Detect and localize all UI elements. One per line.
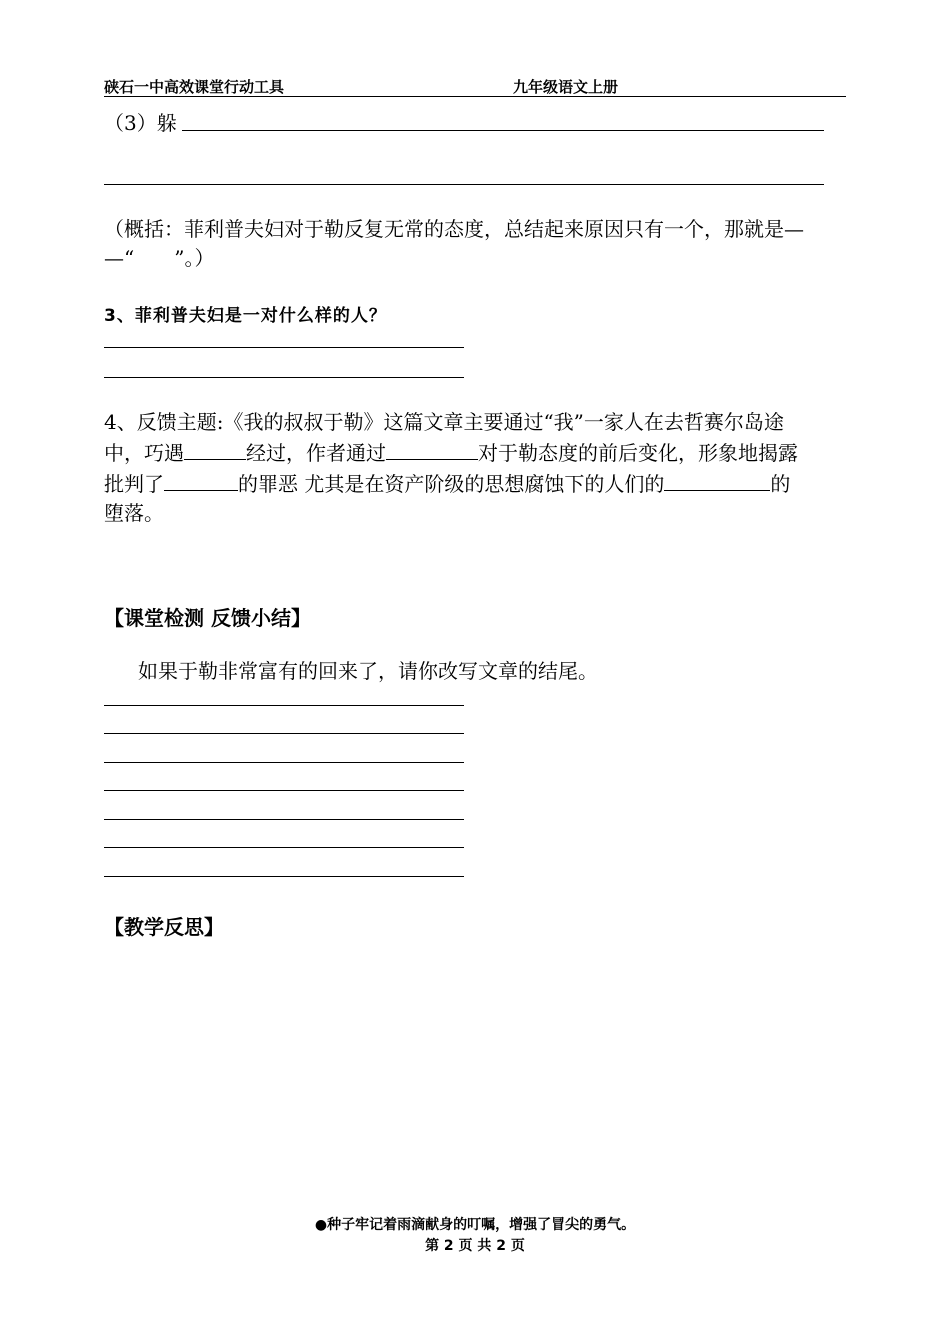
question-4-line-4: 堕落。 bbox=[104, 501, 164, 525]
footer-motto: ●种子牢记着雨滴献身的叮嘱，增强了冒尖的勇气。 bbox=[314, 1217, 636, 1233]
fill-blank-degeneration[interactable] bbox=[664, 468, 770, 491]
footer-page-number: 第 2 页 共 2 页 bbox=[425, 1238, 525, 1254]
header-divider bbox=[104, 96, 846, 97]
answer-line-item-3[interactable] bbox=[182, 130, 824, 131]
answer-line-rewrite-2[interactable] bbox=[104, 733, 464, 734]
question-3: 3、菲利普夫妇是一对什么样的人？ bbox=[104, 306, 387, 326]
header-school-title: 硖石一中高效课堂行动工具 bbox=[104, 78, 285, 96]
answer-line-rewrite-7[interactable] bbox=[104, 876, 464, 877]
section-classroom-check-title: 【课堂检测 反馈小结】 bbox=[104, 606, 311, 630]
answer-line-rewrite-6[interactable] bbox=[104, 847, 464, 848]
header-course-title: 九年级语文上册 bbox=[513, 78, 619, 96]
question-4 bbox=[104, 408, 854, 528]
summary-line-1: （概括：菲利普夫妇对于勒反复无常的态度，总结起来原因只有一个，那就是— bbox=[104, 217, 804, 241]
question-4-line-3 bbox=[104, 468, 854, 499]
answer-line-item-3-cont[interactable] bbox=[104, 184, 824, 185]
q4-text: 中，巧遇 bbox=[104, 441, 184, 465]
q4-text: 经过，作者通过 bbox=[246, 441, 386, 465]
summary-line-2: —“ ”。） bbox=[104, 246, 215, 270]
fill-blank-who[interactable] bbox=[386, 437, 478, 460]
q4-text: 批判了 bbox=[104, 472, 164, 496]
section-teaching-reflection-title: 【教学反思】 bbox=[104, 915, 224, 939]
answer-line-rewrite-5[interactable] bbox=[104, 819, 464, 820]
rewrite-prompt: 如果于勒非常富有的回来了，请你改写文章的结尾。 bbox=[138, 659, 598, 683]
item-3-label: （3）躲 bbox=[104, 111, 177, 135]
q4-text: 对于勒态度的前后变化，形象地揭露 bbox=[478, 441, 798, 465]
q4-text: 的 bbox=[770, 472, 791, 496]
answer-line-rewrite-1[interactable] bbox=[104, 705, 464, 706]
answer-line-q3-2[interactable] bbox=[104, 377, 464, 378]
answer-line-rewrite-3[interactable] bbox=[104, 762, 464, 763]
fill-blank-evil[interactable] bbox=[164, 468, 238, 491]
fill-blank-encounter[interactable] bbox=[184, 437, 246, 460]
question-4-line-1: 4、反馈主题:《我的叔叔于勒》这篇文章主要通过“我”一家人在去哲赛尔岛途 bbox=[104, 410, 784, 434]
answer-line-q3-1[interactable] bbox=[104, 347, 464, 348]
answer-line-rewrite-4[interactable] bbox=[104, 790, 464, 791]
q4-text: 的罪恶 尤其是在资产阶级的思想腐蚀下的人们的 bbox=[238, 472, 665, 496]
question-4-line-2 bbox=[104, 437, 854, 468]
